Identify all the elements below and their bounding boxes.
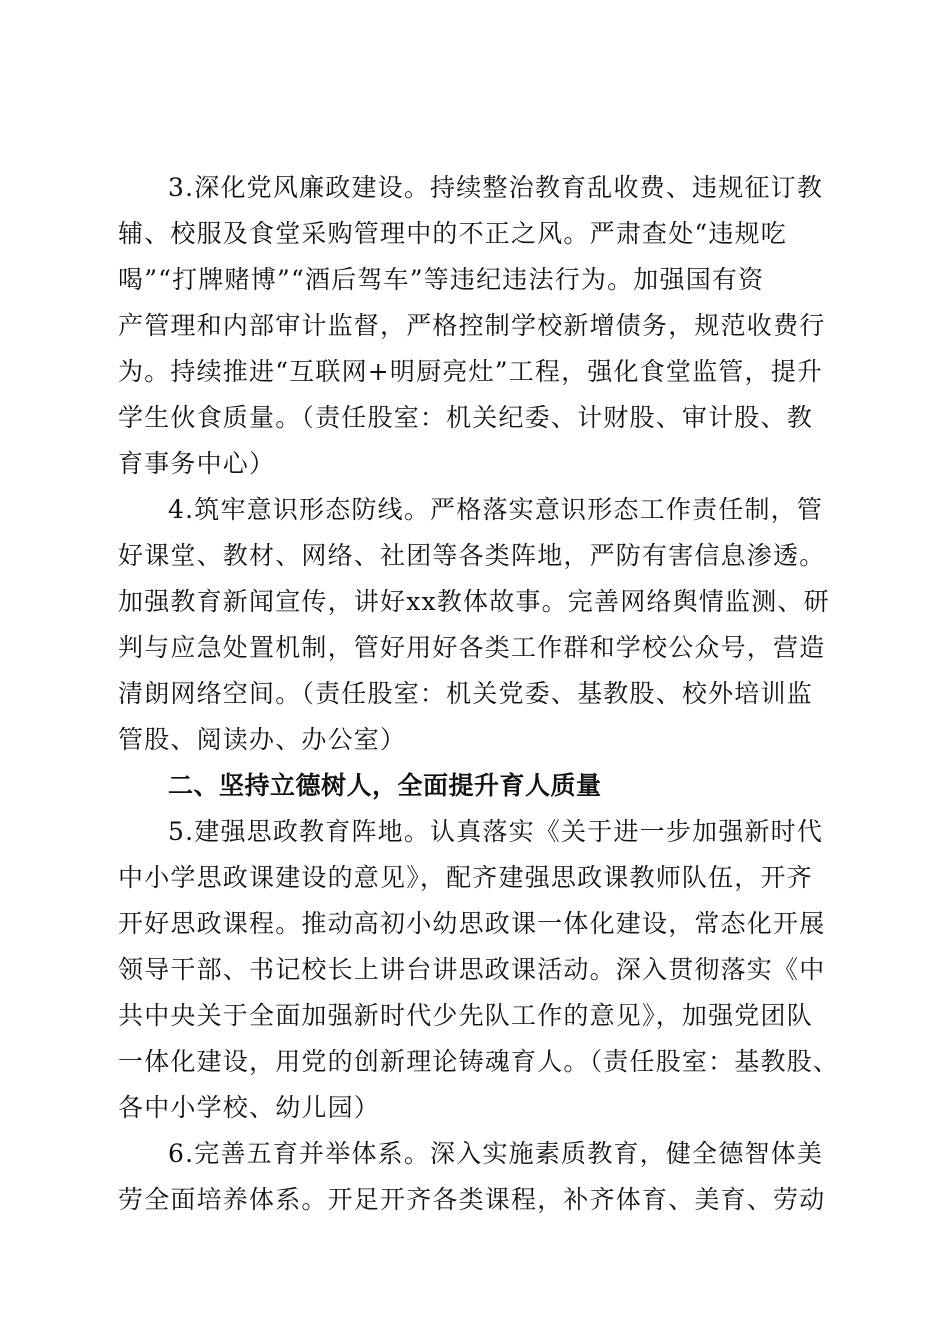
paragraph-4-line-5: 清朗网络空间。（责任股室：机关党委、基教股、校外培训监 (118, 679, 813, 708)
paragraph-4-line-3: 加强教育新闻宣传，讲好xx教体故事。完善网络舆情监测、研 (118, 587, 830, 616)
paragraph-5-line-6: 一体化建设，用党的创新理论铸魂育人。（责任股室：基教股、 (118, 1047, 840, 1076)
paragraph-6-line-2: 劳全面培养体系。开足开齐各类课程，补齐体育、美育、劳动 (118, 1185, 826, 1214)
paragraph-3-line-1: 3.深化党风廉政建设。持续整治教育乱收费、违规征订教 (168, 173, 824, 202)
paragraph-6-line-1: 6.完善五育并举体系。深入实施素质教育，健全德智体美 (168, 1139, 824, 1168)
paragraph-4-line-4: 判与应急处置机制，管好用好各类工作群和学校公众号，营造 (118, 633, 826, 662)
paragraph-3-line-2: 辅、校服及食堂采购管理中的不正之风。严肃查处“违规吃 (118, 219, 787, 248)
paragraph-3-line-6: 学生伙食质量。（责任股室：机关纪委、计财股、审计股、教 (118, 403, 813, 432)
paragraph-3-line-5: 为。持续推进“互联网+明厨亮灶”工程，强化食堂监管，提升 (118, 357, 824, 386)
paragraph-5-line-3: 开好思政课程。推动高初小幼思政课一体化建设，常态化开展 (118, 909, 826, 938)
paragraph-3-line-7: 育事务中心） (118, 449, 276, 478)
paragraph-5-line-2: 中小学思政课建设的意见》，配齐建强思政课教师队伍，开齐 (118, 863, 813, 892)
paragraph-5-line-5: 共中央关于全面加强新时代少先队工作的意见》，加强党团队 (118, 1001, 813, 1030)
paragraph-5-line-7: 各中小学校、幼儿园） (118, 1093, 381, 1122)
paragraph-3-line-3: 喝”“打牌赌博”“酒后驾车”等违纪违法行为。加强国有资 (118, 265, 765, 294)
paragraph-3-line-4: 产管理和内部审计监督，严格控制学校新增债务，规范收费行 (118, 311, 826, 340)
paragraph-4-line-1: 4.筑牢意识形态防线。严格落实意识形态工作责任制，管 (168, 495, 824, 524)
section-heading-2: 二、坚持立德树人，全面提升育人质量 (168, 771, 602, 800)
paragraph-5-line-4: 领导干部、书记校长上讲台讲思政课活动。深入贯彻落实《中 (118, 955, 826, 984)
paragraph-5-line-1: 5.建强思政教育阵地。认真落实《关于进一步加强新时代 (168, 817, 824, 846)
paragraph-4-line-2: 好课堂、教材、网络、社团等各类阵地，严防有害信息渗透。 (118, 541, 826, 570)
paragraph-4-line-6: 管股、阅读办、办公室） (118, 725, 407, 754)
